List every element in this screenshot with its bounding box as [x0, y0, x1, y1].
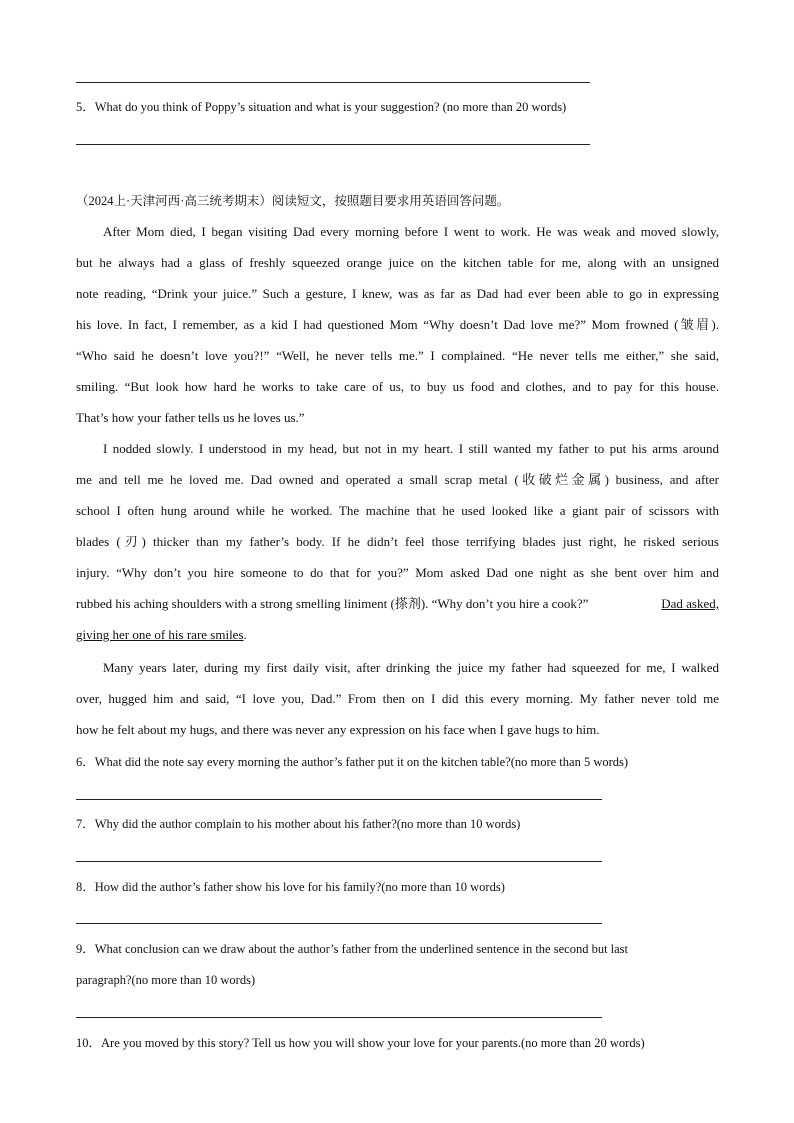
underlined-sentence: Dad asked,	[661, 596, 719, 611]
question-8: 8．How did the author’s father show his love for his family?(no more than 10 words)	[76, 880, 505, 894]
underlined-sentence: giving her one of his rare smiles	[76, 627, 244, 642]
question-10: 10．Are you moved by this story? Tell us how you will show your love for your parents.(no more than 20 words)	[76, 1036, 645, 1050]
passage-paragraph-3	[76, 660, 719, 753]
passage-paragraph-1	[76, 224, 719, 441]
passage-line: but he always had a glass of freshly squeezed orange juice on the kitchen table for me, along with an unsigned	[76, 255, 719, 270]
question-9-line-1: 9．What conclusion can we draw about the author’s father from the underlined sentence in the second but last	[76, 942, 629, 956]
answer-line-7	[76, 861, 602, 862]
passage-line: over, hugged him and said, “I love you, Dad.” From then on I did this every morning. My father never told me	[76, 691, 719, 706]
passage-text: .	[243, 627, 247, 642]
answer-line-5	[76, 144, 590, 145]
question-9-line-2: paragraph?(no more than 10 words)	[76, 973, 256, 987]
question-7: 7．Why did the author complain to his mother about his father?(no more than 10 words)	[76, 817, 521, 831]
passage-text: rubbed his aching shoulders with a strong smelling liniment (搽剂). “Why don’t you hire a cook?”	[76, 596, 589, 611]
passage-line	[76, 627, 719, 658]
passage-line: smiling. “But look how hard he works to take care of us, to buy us food and clothes, and to pay for this house.	[76, 379, 719, 394]
passage-line: school I often hung around while he worked. The machine that he used looked like a giant pair of scissors with	[76, 503, 719, 518]
passage-line: blades (刃) thicker than my father’s body. If he didn’t feel those terrifying blades just right, he risked serious	[76, 534, 719, 549]
passage-paragraph-2	[76, 441, 719, 658]
answer-line-9	[76, 1017, 602, 1018]
passage-line: how he felt about my hugs, and there was never any expression on his face when I gave hugs to him.	[76, 722, 600, 737]
passage-line: After Mom died, I began visiting Dad every morning before I went to work. He was weak and moved slowly,	[103, 224, 719, 239]
passage-line: me and tell me he loved me. Dad owned and operated a small scrap metal (收破烂金属) business, and after	[76, 472, 719, 487]
passage-line: That’s how your father tells us he loves us.”	[76, 410, 305, 425]
answer-line	[76, 82, 590, 83]
passage-line: Many years later, during my first daily visit, after drinking the juice my father had squeezed for me, I walked	[103, 660, 719, 675]
question-5: 5．What do you think of Poppy’s situation and what is your suggestion? (no more than 20 words)	[76, 100, 567, 114]
answer-line-6	[76, 799, 602, 800]
passage-line: “Who said he doesn’t love you?!” “Well, he never tells me.” I complained. “He never tells me either,” she said,	[76, 348, 719, 363]
passage-line: injury. “Why don’t you hire someone to do that for you?” Mom asked Dad one night as she bent over him and	[76, 565, 719, 580]
passage-line	[76, 596, 719, 627]
passage-line: I nodded slowly. I understood in my head, but not in my heart. I still wanted my father to put his arms around	[103, 441, 719, 456]
question-6: 6．What did the note say every morning the author’s father put it on the kitchen table?(no more than 5 words)	[76, 755, 629, 769]
passage-line: his love. In fact, I remember, as a kid I had questioned Mom “Why doesn’t Dad love me?” Mom frowned (皱眉).	[76, 317, 719, 332]
source-line: （2024上·天津河西·高三统考期末）阅读短文，按照题目要求用英语回答问题。	[76, 194, 510, 208]
passage-line: note reading, “Drink your juice.” Such a gesture, I knew, was as far as Dad had ever been able to go in expressing	[76, 286, 719, 301]
answer-line-8	[76, 923, 602, 924]
